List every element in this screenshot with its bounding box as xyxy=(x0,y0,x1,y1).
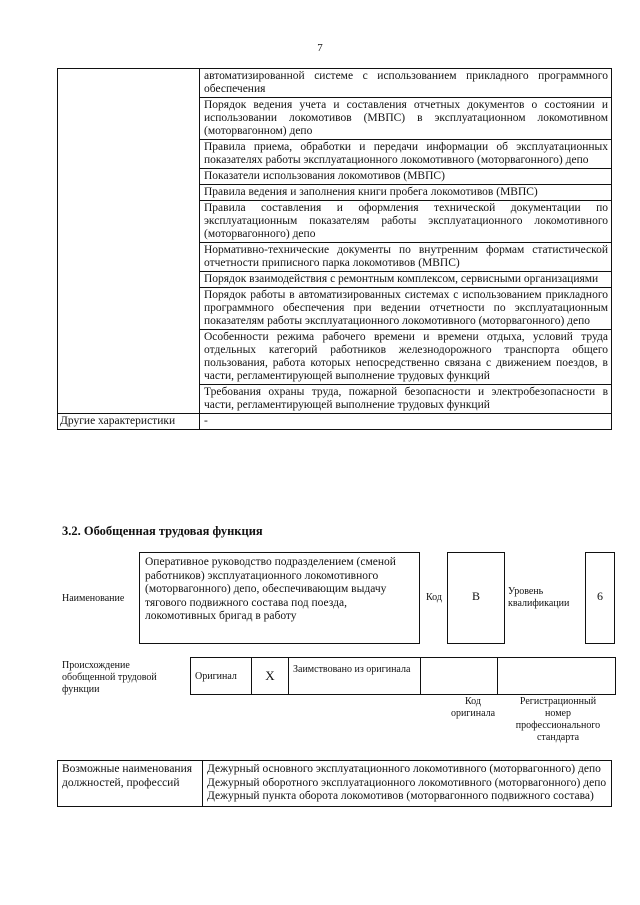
row-text: Правила приема, обработки и передачи информации об эксплуатационных показателях работы эксплуатационного локомотивного (моторвагонного) депо xyxy=(200,140,612,169)
code-caption: Код оригинала xyxy=(450,696,496,719)
code-label: Код xyxy=(426,592,442,603)
name-label: Наименование xyxy=(62,593,125,604)
positions-table xyxy=(57,760,612,807)
row-text: Правила ведения и заполнения книги пробега локомотивов (МВПС) xyxy=(200,185,612,201)
row-label: Другие характеристики xyxy=(58,414,200,430)
table-row xyxy=(58,69,612,98)
code-value: B xyxy=(471,589,480,603)
position-item: Дежурный основного эксплуатационного локомотивного (моторвагонного) депо xyxy=(207,763,601,775)
original-mark: X xyxy=(252,658,289,695)
positions-label: Возможные наименования должностей, профессий xyxy=(58,761,203,807)
level-value: 6 xyxy=(597,589,603,603)
borrowed-label: Заимствовано из оригинала xyxy=(289,658,421,695)
row-text: Правила составления и оформления технической документации по эксплуатационным показателям работы эксплуатационного локомотивного (моторвагонного) депо xyxy=(200,201,612,243)
code-box xyxy=(447,552,505,644)
row-text: Порядок ведения учета и составления отчетных документов о состоянии и использовании локомотивов (МВПС) в эксплуатационном локомотивном (моторвагонном) депо xyxy=(200,98,612,140)
registration-number-cell xyxy=(498,658,616,695)
row-text: автоматизированной системе с использованием прикладного программного обеспечения xyxy=(200,69,612,98)
level-box xyxy=(585,552,615,644)
function-name-value: Оперативное руководство подразделением (сменой работников) эксплуатационного локомотивного (моторвагонного) депо, обеспечивающим выдачу тягового подвижного состава под поезда, локомотивных бригад в работу xyxy=(145,556,396,622)
level-label: Уровень квалификации xyxy=(508,586,570,609)
row-text: - xyxy=(200,414,612,430)
origin-table xyxy=(190,657,616,695)
section-title: 3.2. Обобщенная трудовая функция xyxy=(62,524,263,538)
row-text: Требования охраны труда, пожарной безопасности и электробезопасности в части, регламентирующей выполнение трудовых функций xyxy=(200,385,612,414)
page-number: 7 xyxy=(317,42,323,54)
position-item: Дежурный пункта оборота локомотивов (моторвагонного подвижного состава) xyxy=(207,790,594,802)
function-name-box xyxy=(139,552,420,644)
characteristics-table xyxy=(57,68,612,430)
row-text: Особенности режима рабочего времени и времени отдыха, условий труда отдельных категорий работников железнодорожного транспорта общего пользования, работа которых непосредственно связана с движением поездов, в части, регламентирующей выполнение трудовых функций xyxy=(200,330,612,385)
row-text: Порядок работы в автоматизированных системах с использованием прикладного программного обеспечения при ведении отчетности по эксплуатационным показателям работы эксплуатационного локомотивного (моторвагонного) депо xyxy=(200,288,612,330)
table-row xyxy=(58,414,612,430)
registration-caption: Регистрационный номер профессионального стандарта xyxy=(515,696,601,743)
row-text: Показатели использования локомотивов (МВПС) xyxy=(200,169,612,185)
position-item: Дежурный оборотного эксплуатационного локомотивного (моторвагонного) депо xyxy=(207,776,607,789)
original-label: Оригинал xyxy=(191,658,252,695)
row-text: Нормативно-технические документы по внутренним формам статистической отчетности приписного парка локомотивов (МВПС) xyxy=(200,243,612,272)
positions-list xyxy=(203,761,612,807)
row-text: Порядок взаимодействия с ремонтным комплексом, сервисными организациями xyxy=(200,272,612,288)
original-code-cell xyxy=(421,658,498,695)
origin-label: Происхождение обобщенной трудовой функции xyxy=(62,660,157,695)
row-label xyxy=(58,69,200,414)
